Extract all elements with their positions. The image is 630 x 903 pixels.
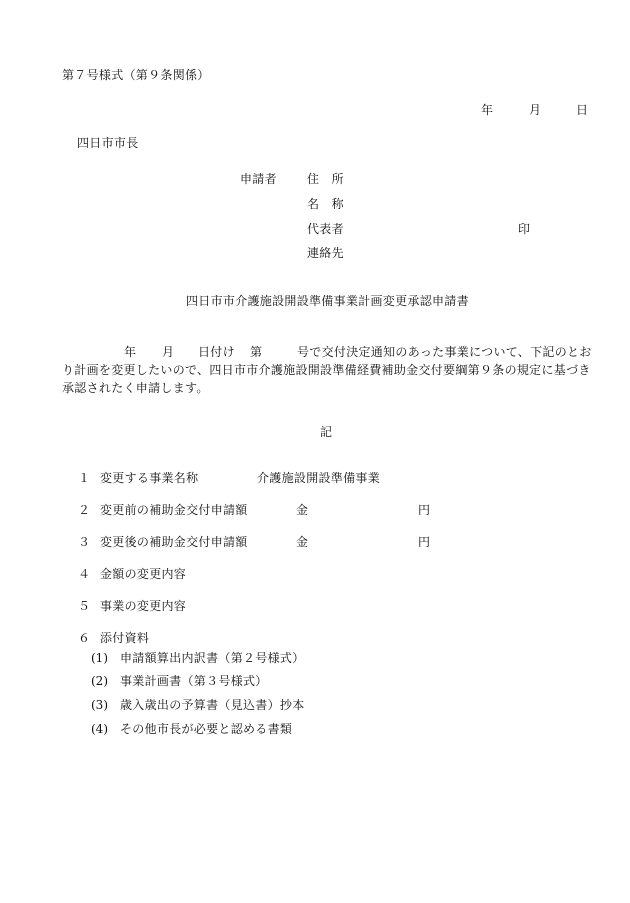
- addressee: 四日市市長: [77, 136, 139, 150]
- body-line3-text: 承認されたく申請します。: [62, 381, 209, 395]
- item-label: 変更する事業名称: [100, 471, 199, 485]
- date-day-label: 日: [576, 103, 589, 117]
- address-label: 住 所: [307, 172, 344, 186]
- item-label: 変更前の補助金交付申請額: [100, 503, 248, 517]
- item-currency-label: 金: [296, 503, 309, 517]
- body-year-label: 年: [124, 345, 137, 359]
- body-line1-text: 号で交付決定通知のあった事業について、下記のとお: [297, 345, 592, 359]
- attachment-number: (4): [91, 722, 108, 736]
- attachment-label: その他市長が必要と認める書類: [120, 722, 293, 736]
- applicant-label: 申請者: [240, 172, 277, 186]
- date-year-label: 年: [481, 103, 494, 117]
- item-unit-label: 円: [418, 535, 431, 549]
- item-label: 金額の変更内容: [100, 567, 187, 581]
- representative-label: 代表者: [307, 222, 344, 236]
- item-label: 添付資料: [100, 631, 150, 645]
- form-number: 第７号様式（第９条関係）: [62, 68, 210, 82]
- item-value: 介護施設開設準備事業: [257, 471, 381, 485]
- item-number: ６: [78, 631, 91, 645]
- item-number: ２: [78, 503, 91, 517]
- attachment-label: 申請額算出内訳書（第２号様式）: [120, 651, 305, 665]
- name-label: 名 称: [307, 197, 344, 211]
- attachment-number: (3): [91, 698, 108, 712]
- item-number: ４: [78, 567, 91, 581]
- body-line2-text: り計画を変更したいので、四日市市介護施設開設準備経費補助金交付要綱第９条の規定に基づき: [62, 363, 591, 377]
- ki-heading: 記: [320, 425, 333, 439]
- item-number: ３: [78, 535, 91, 549]
- item-label: 事業の変更内容: [100, 599, 187, 613]
- attachment-label: 歳入歳出の予算書（見込書）抄本: [120, 698, 305, 712]
- seal-mark: 印: [518, 222, 531, 236]
- document-title: 四日市市介護施設開設準備事業計画変更承認申請書: [186, 294, 469, 308]
- item-number: １: [78, 471, 91, 485]
- item-currency-label: 金: [296, 535, 309, 549]
- date-month-label: 月: [529, 103, 542, 117]
- item-unit-label: 円: [418, 503, 431, 517]
- attachment-number: (1): [91, 651, 108, 665]
- item-label: 変更後の補助金交付申請額: [100, 535, 248, 549]
- body-month-label: 月: [162, 345, 175, 359]
- body-day-label: 日付け: [198, 345, 235, 359]
- body-number-prefix: 第: [250, 345, 263, 359]
- attachment-number: (2): [91, 674, 108, 688]
- attachment-label: 事業計画書（第３号様式）: [120, 674, 268, 688]
- item-number: ５: [78, 599, 91, 613]
- contact-label: 連絡先: [307, 246, 344, 260]
